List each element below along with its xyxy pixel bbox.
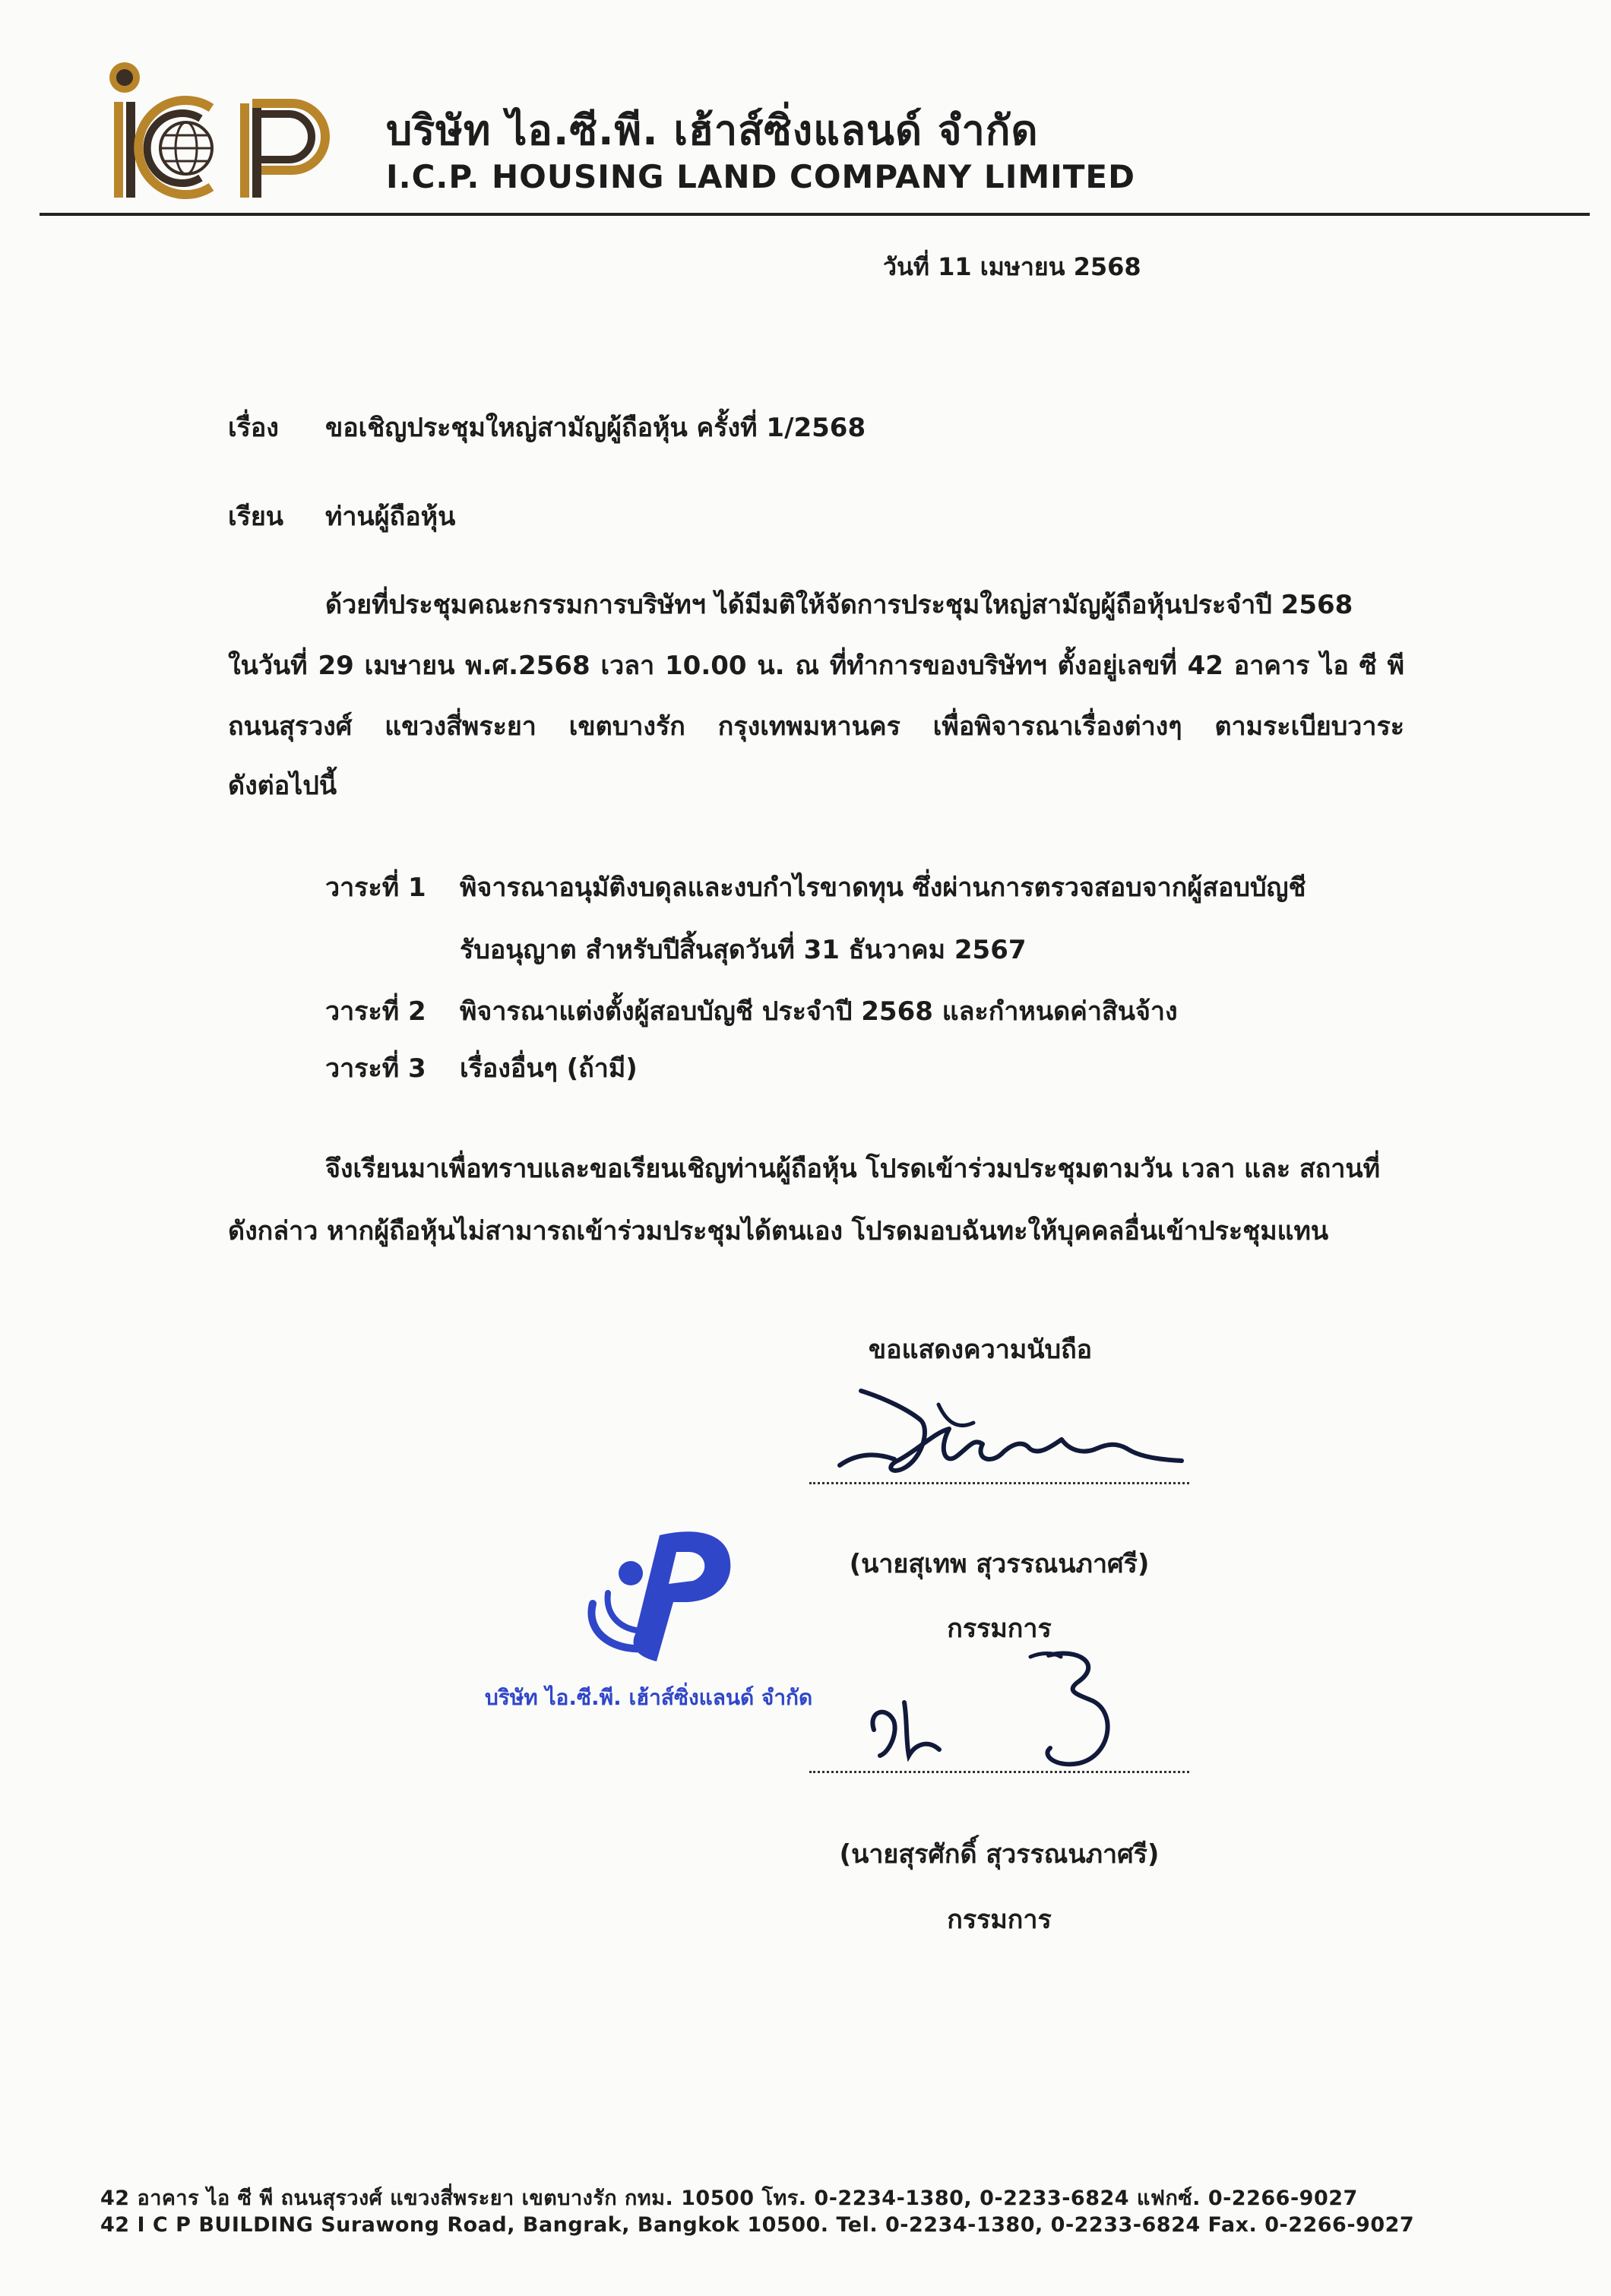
signature-1 (824, 1376, 1204, 1490)
recipient-text: ท่านผู้ถือหุ้น (325, 502, 456, 532)
signatory-2-name: (นายสุรศักดิ์ สุวรรณนภาศรี) (839, 1839, 1160, 1870)
subject-label: เรื่อง (228, 413, 279, 443)
company-stamp-caption: บริษัท ไอ.ซี.พี. เฮ้าส์ซิ่งแลนด์ จำกัด (485, 1685, 813, 1710)
recipient-label: เรียน (228, 502, 284, 532)
signature-1-line (809, 1482, 1189, 1484)
company-stamp-logo (562, 1520, 752, 1672)
regards-text: ขอแสดงความนับถือ (868, 1335, 1093, 1365)
agenda-1-line-2: รับอนุญาต สำหรับปีสิ้นสุดวันที่ 31 ธันวาคม 2567 (460, 935, 1027, 965)
subject-text: ขอเชิญประชุมใหญ่สามัญผู้ถือหุ้น ครั้งที่ 1/2568 (325, 413, 866, 443)
body-line-3: ถนนสุรวงศ์ แขวงสี่พระยา เขตบางรัก กรุงเทพมหานคร เพื่อพิจารณาเรื่องต่างๆ ตามระเบียบวาระ (228, 711, 1404, 742)
header-divider (40, 213, 1590, 216)
agenda-1-line-1: พิจารณาอนุมัติงบดุลและงบกำไรขาดทุน ซึ่งผ่านการตรวจสอบจากผู้สอบบัญชี (460, 872, 1306, 903)
company-name-thai: บริษัท ไอ.ซี.พี. เฮ้าส์ซิ่งแลนด์ จำกัด (386, 106, 1039, 154)
agenda-2-line-1: พิจารณาแต่งตั้งผู้สอบบัญชี ประจำปี 2568 และกำหนดค่าสินจ้าง (460, 996, 1178, 1027)
body-line-4: ดังต่อไปนี้ (228, 771, 337, 801)
closing-line-1: จึงเรียนมาเพื่อทราบและขอเรียนเชิญท่านผู้ถือหุ้น โปรดเข้าร่วมประชุมตามวัน เวลา และ สถานที่ (325, 1154, 1381, 1184)
signature-2 (851, 1642, 1170, 1786)
body-line-1: ด้วยที่ประชุมคณะกรรมการบริษัทฯ ได้มีมติให้จัดการประชุมใหญ่สามัญผู้ถือหุ้นประจำปี 2568 (325, 590, 1353, 620)
company-name-english: I.C.P. HOUSING LAND COMPANY LIMITED (386, 158, 1135, 195)
footer-address-english: 42 I C P BUILDING Surawong Road, Bangrak, Bangkok 10500. Tel. 0-2234-1380, 0-2233-6824 Fax. 0-2266-9027 (100, 2213, 1415, 2237)
agenda-2-number: วาระที่ 2 (325, 996, 426, 1027)
signatory-1-title: กรรมการ (947, 1614, 1052, 1644)
letter-date: วันที่ 11 เมษายน 2568 (883, 252, 1141, 281)
footer-address-thai: 42 อาคาร ไอ ซี พี ถนนสุรวงศ์ แขวงสี่พระยา เขตบางรัก กทม. 10500 โทร. 0-2234-1380, 0-2233-6824 แฟกซ์. 0-2266-9027 (100, 2187, 1358, 2210)
signature-2-line (809, 1771, 1189, 1773)
agenda-1-number: วาระที่ 1 (325, 872, 426, 903)
agenda-3-number: วาระที่ 3 (325, 1053, 426, 1084)
company-logo (106, 59, 334, 201)
body-line-2: ในวันที่ 29 เมษายน พ.ศ.2568 เวลา 10.00 น. ณ ที่ทำการของบริษัทฯ ตั้งอยู่เลขที่ 42 อาคาร ไอ ซี พี (228, 651, 1404, 681)
agenda-3-line-1: เรื่องอื่นๆ (ถ้ามี) (460, 1053, 638, 1084)
closing-line-2: ดังกล่าว หากผู้ถือหุ้นไม่สามารถเข้าร่วมประชุมได้ตนเอง โปรดมอบฉันทะให้บุคคลอื่นเข้าประชุมแทน (228, 1216, 1329, 1246)
signatory-1-name: (นายสุเทพ สุวรรณนภาศรี) (849, 1549, 1150, 1579)
signatory-2-title: กรรมการ (947, 1905, 1052, 1935)
